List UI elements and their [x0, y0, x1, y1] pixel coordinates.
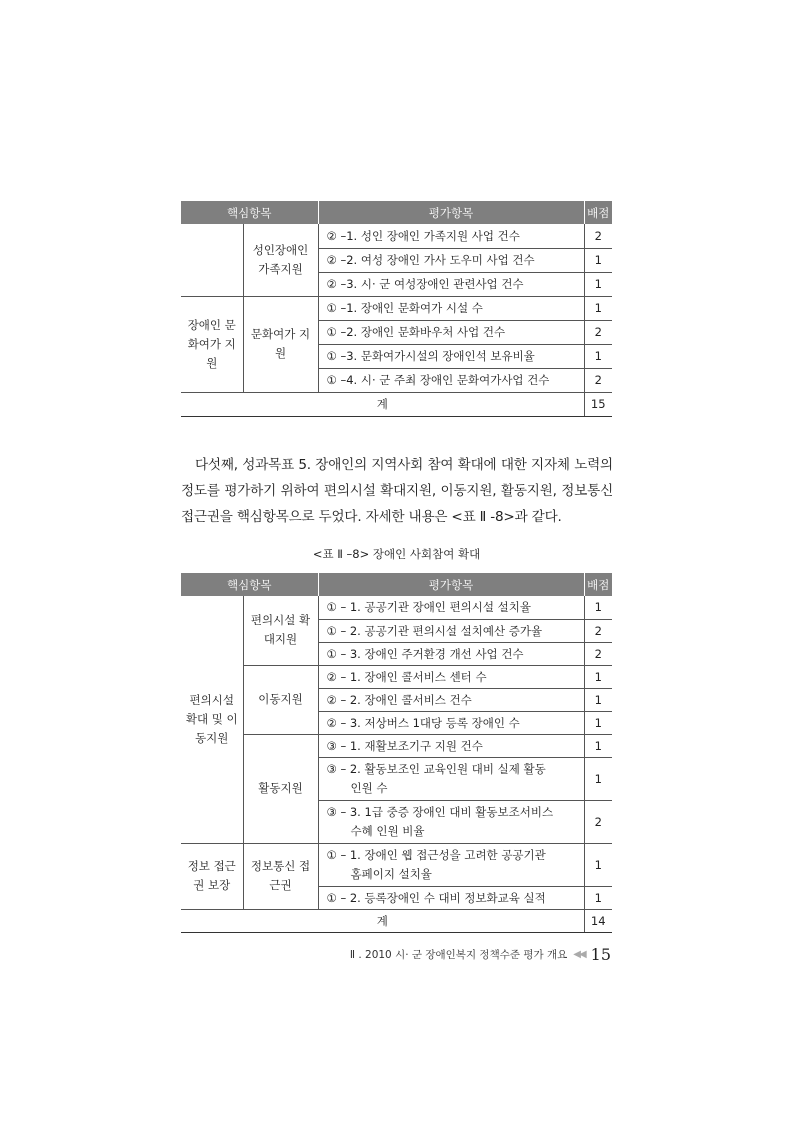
evaluation-item-text: ① – 1. 공공기관 장애인 편의시설 설치율	[326, 600, 531, 615]
column-header: 배점	[584, 201, 612, 224]
evaluation-item-text: ③ – 2. 활동보조인 교육인원 대비 실제 활동	[326, 761, 546, 776]
score-cell: 1	[584, 757, 612, 800]
evaluation-item-cell	[318, 711, 584, 734]
total-row	[181, 392, 612, 416]
evaluation-item-cell	[318, 368, 584, 392]
score-cell: 2	[584, 368, 612, 392]
table-row	[181, 296, 612, 320]
column-header: 핵심항목	[181, 201, 318, 224]
score-cell: 1	[584, 665, 612, 688]
evaluation-item-cell	[318, 800, 584, 843]
score-cell: 1	[584, 344, 612, 368]
evaluation-item-text: ① –4. 시· 군 주최 장애인 문화여가사업 건수	[326, 373, 550, 387]
evaluation-item-cell	[318, 248, 584, 272]
evaluation-item-text: ② – 2. 장애인 콜서비스 건수	[326, 692, 472, 707]
evaluation-table-2	[181, 573, 612, 933]
core-category-cell: 정보 접근권 보장	[181, 843, 243, 909]
page-number: 15	[590, 945, 611, 964]
evaluation-item-cell	[318, 642, 584, 665]
sub-category-cell: 정보통신 접근권	[243, 843, 318, 909]
core-category-cell: 장애인 문화여가 지원	[181, 296, 243, 392]
core-category-cell	[181, 224, 243, 296]
score-cell: 2	[584, 224, 612, 248]
evaluation-item-text: ② –2. 여성 장애인 가사 도우미 사업 건수	[326, 253, 535, 267]
header-row	[181, 201, 612, 224]
total-label: 계	[181, 909, 584, 932]
column-header: 평가항목	[318, 573, 584, 596]
double-left-arrow-icon: ◀◀	[573, 949, 585, 960]
score-cell: 2	[584, 320, 612, 344]
evaluation-item-text: ② –1. 성인 장애인 가족지원 사업 건수	[326, 228, 520, 243]
score-cell: 1	[584, 734, 612, 757]
evaluation-item-cell	[318, 886, 584, 909]
table-row	[181, 596, 612, 619]
score-cell: 1	[584, 272, 612, 296]
table-caption: <표 Ⅱ –8> 장애인 사회참여 확대	[312, 547, 481, 561]
sub-category-cell: 편의시설 확대지원	[243, 596, 318, 665]
evaluation-item-cell	[318, 688, 584, 711]
table-row	[181, 224, 612, 248]
evaluation-item-cell	[318, 619, 584, 642]
score-cell: 1	[584, 688, 612, 711]
total-score: 14	[584, 909, 612, 932]
evaluation-item-cell	[318, 320, 584, 344]
evaluation-item-text: ③ – 3. 1급 중증 장애인 대비 활동보조서비스	[326, 804, 554, 819]
sub-category-cell: 이동지원	[243, 665, 318, 734]
evaluation-item-text: ② – 3. 저상버스 1대당 등록 장애인 수	[326, 715, 520, 730]
table-row	[181, 665, 612, 688]
score-cell: 1	[584, 843, 612, 886]
evaluation-item-text: ① –3. 문화여가시설의 장애인석 보유비율	[326, 349, 535, 363]
column-header: 핵심항목	[181, 573, 318, 596]
page-footer	[350, 945, 611, 964]
total-row	[181, 909, 612, 932]
evaluation-item-text-continued: 수혜 인원 비율	[350, 823, 425, 838]
evaluation-item-cell	[318, 272, 584, 296]
evaluation-item-text: ① – 1. 장애인 웹 접근성을 고려한 공공기관	[326, 847, 546, 862]
sub-category-cell: 문화여가 지원	[243, 296, 318, 392]
total-label: 계	[181, 392, 584, 416]
evaluation-item-text: ② –3. 시· 군 여성장애인 관련사업 건수	[326, 277, 524, 291]
evaluation-table-1	[181, 201, 612, 417]
evaluation-item-cell	[318, 596, 584, 619]
header-row	[181, 573, 612, 596]
footer-chapter-title: Ⅱ . 2010 시· 군 장애인복지 정책수준 평가 개요	[349, 949, 568, 961]
evaluation-item-cell	[318, 665, 584, 688]
table-row	[181, 843, 612, 886]
table-row	[181, 734, 612, 757]
evaluation-item-text-continued: 인원 수	[350, 780, 388, 795]
sub-category-cell: 활동지원	[243, 734, 318, 843]
evaluation-item-text: ① – 2. 등록장애인 수 대비 정보화교육 실적	[326, 890, 546, 905]
evaluation-item-text: ① – 3. 장애인 주거환경 개선 사업 건수	[326, 646, 524, 661]
score-cell: 1	[584, 248, 612, 272]
evaluation-item-text: ① – 2. 공공기관 편의시설 설치예산 증가율	[326, 623, 543, 638]
score-cell: 1	[584, 711, 612, 734]
evaluation-item-cell	[318, 757, 584, 800]
evaluation-item-text: ① –2. 장애인 문화바우처 사업 건수	[326, 325, 506, 339]
score-cell: 1	[584, 886, 612, 909]
evaluation-item-cell	[318, 296, 584, 320]
score-cell: 2	[584, 642, 612, 665]
evaluation-item-cell	[318, 843, 584, 886]
evaluation-item-text: ① –1. 장애인 문화여가 시설 수	[326, 301, 483, 315]
sub-category-cell: 성인장애인 가족지원	[243, 224, 318, 296]
body-paragraph: 다섯째, 성과목표 5. 장애인의 지역사회 참여 확대에 대한 지자체 노력의 정도를 평가하기 위하여 편의시설 확대지원, 이동지원, 활동지원, 정보통신 접근권을 핵심항목으로 두었다. 자세한 내용은 <표 Ⅱ -8>과 같다.	[181, 457, 613, 525]
core-category-cell: 편의시설 확대 및 이동지원	[181, 596, 243, 843]
score-cell: 2	[584, 800, 612, 843]
evaluation-item-text-continued: 홈페이지 설치율	[350, 866, 432, 881]
total-score: 15	[584, 392, 612, 416]
evaluation-item-cell	[318, 734, 584, 757]
score-cell: 1	[584, 596, 612, 619]
evaluation-item-text: ③ – 1. 재활보조기구 지원 건수	[326, 738, 483, 753]
score-cell: 2	[584, 619, 612, 642]
evaluation-item-text: ② – 1. 장애인 콜서비스 센터 수	[326, 669, 487, 684]
score-cell: 1	[584, 296, 612, 320]
column-header: 배점	[584, 573, 612, 596]
evaluation-item-cell	[318, 224, 584, 248]
column-header: 평가항목	[318, 201, 584, 224]
evaluation-item-cell	[318, 344, 584, 368]
